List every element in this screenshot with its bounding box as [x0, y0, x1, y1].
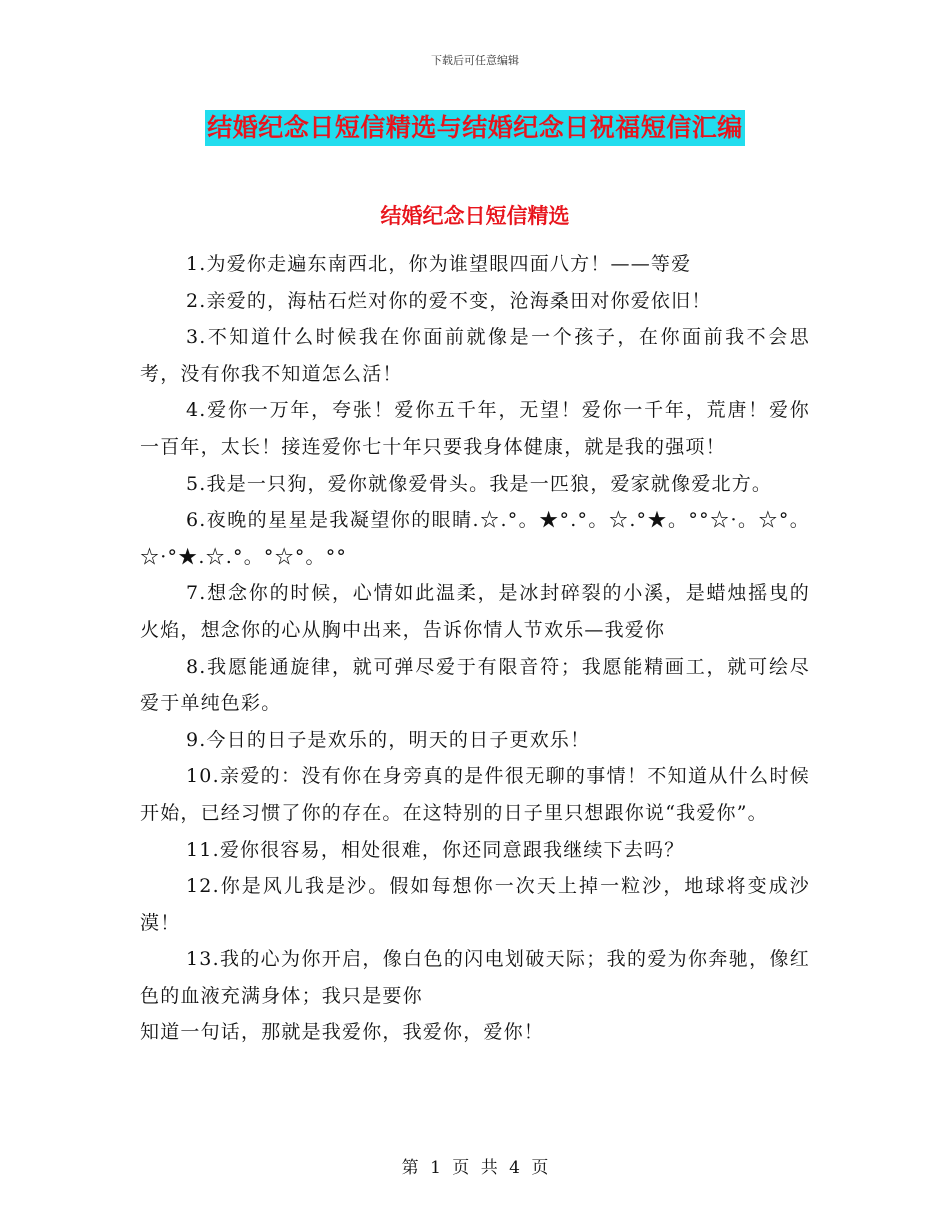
- paragraph: 4.爱你一万年，夸张！爱你五千年，无望！爱你一千年，荒唐！爱你一百年，太长！接连爱你七十年只要我身体健康，就是我的强项！: [140, 399, 810, 458]
- title-container: [0, 110, 950, 146]
- section-title: 结婚纪念日短信精选: [380, 204, 570, 228]
- paragraph: 8.我愿能通旋律，就可弹尽爱于有限音符；我愿能精画工，就可绘尽爱于单纯色彩。: [140, 655, 810, 715]
- paragraph: 2.亲爱的，海枯石烂对你的爱不变，沧海桑田对你爱依旧！: [186, 289, 712, 312]
- paragraph: 1.为爱你走遍东南西北，你为谁望眼四面八方！——等爱: [186, 253, 692, 275]
- paragraph-continuation: 知道一句话，那就是我爱你，我爱你，爱你！: [140, 1021, 545, 1044]
- document-title: 结婚纪念日短信精选与结婚纪念日祝福短信汇编: [205, 110, 745, 146]
- page-header-note: 下载后可任意编辑: [431, 54, 519, 67]
- document-body: [140, 246, 810, 1051]
- paragraph: 3.不知道什么时候我在你面前就像是一个孩子，在你面前我不会思考，没有你我不知道怎么活！: [140, 326, 810, 385]
- paragraph: 12.你是风儿我是沙。假如每想你一次天上掉一粒沙，地球将变成沙漠！: [140, 875, 810, 934]
- paragraph: 6.夜晚的星星是我凝望你的眼睛.☆.°。★°.°。☆.°★。°°☆·。☆°。☆·°★.☆.°。°☆°。°°: [140, 509, 810, 568]
- paragraph: 10.亲爱的：没有你在身旁真的是件很无聊的事情！不知道从什么时候开始，已经习惯了你的存在。在这特别的日子里只想跟你说“我爱你”。: [140, 765, 810, 824]
- paragraph: 7.想念你的时候，心情如此温柔，是冰封碎裂的小溪，是蜡烛摇曳的火焰，想念你的心从胸中出来，告诉你情人节欢乐—我爱你: [140, 582, 810, 641]
- paragraph: 13.我的心为你开启，像白色的闪电划破天际；我的爱为你奔驰，像红色的血液充满身体；我只是要你: [140, 948, 810, 1007]
- page-number: 第 1 页 共 4 页: [401, 1158, 549, 1178]
- paragraph: 11.爱你很容易，相处很难，你还同意跟我继续下去吗？: [186, 838, 685, 861]
- paragraph: 5.我是一只狗，爱你就像爱骨头。我是一匹狼，爱家就像爱北方。: [186, 472, 773, 495]
- paragraph: 9.今日的日子是欢乐的，明天的日子更欢乐！: [186, 728, 591, 751]
